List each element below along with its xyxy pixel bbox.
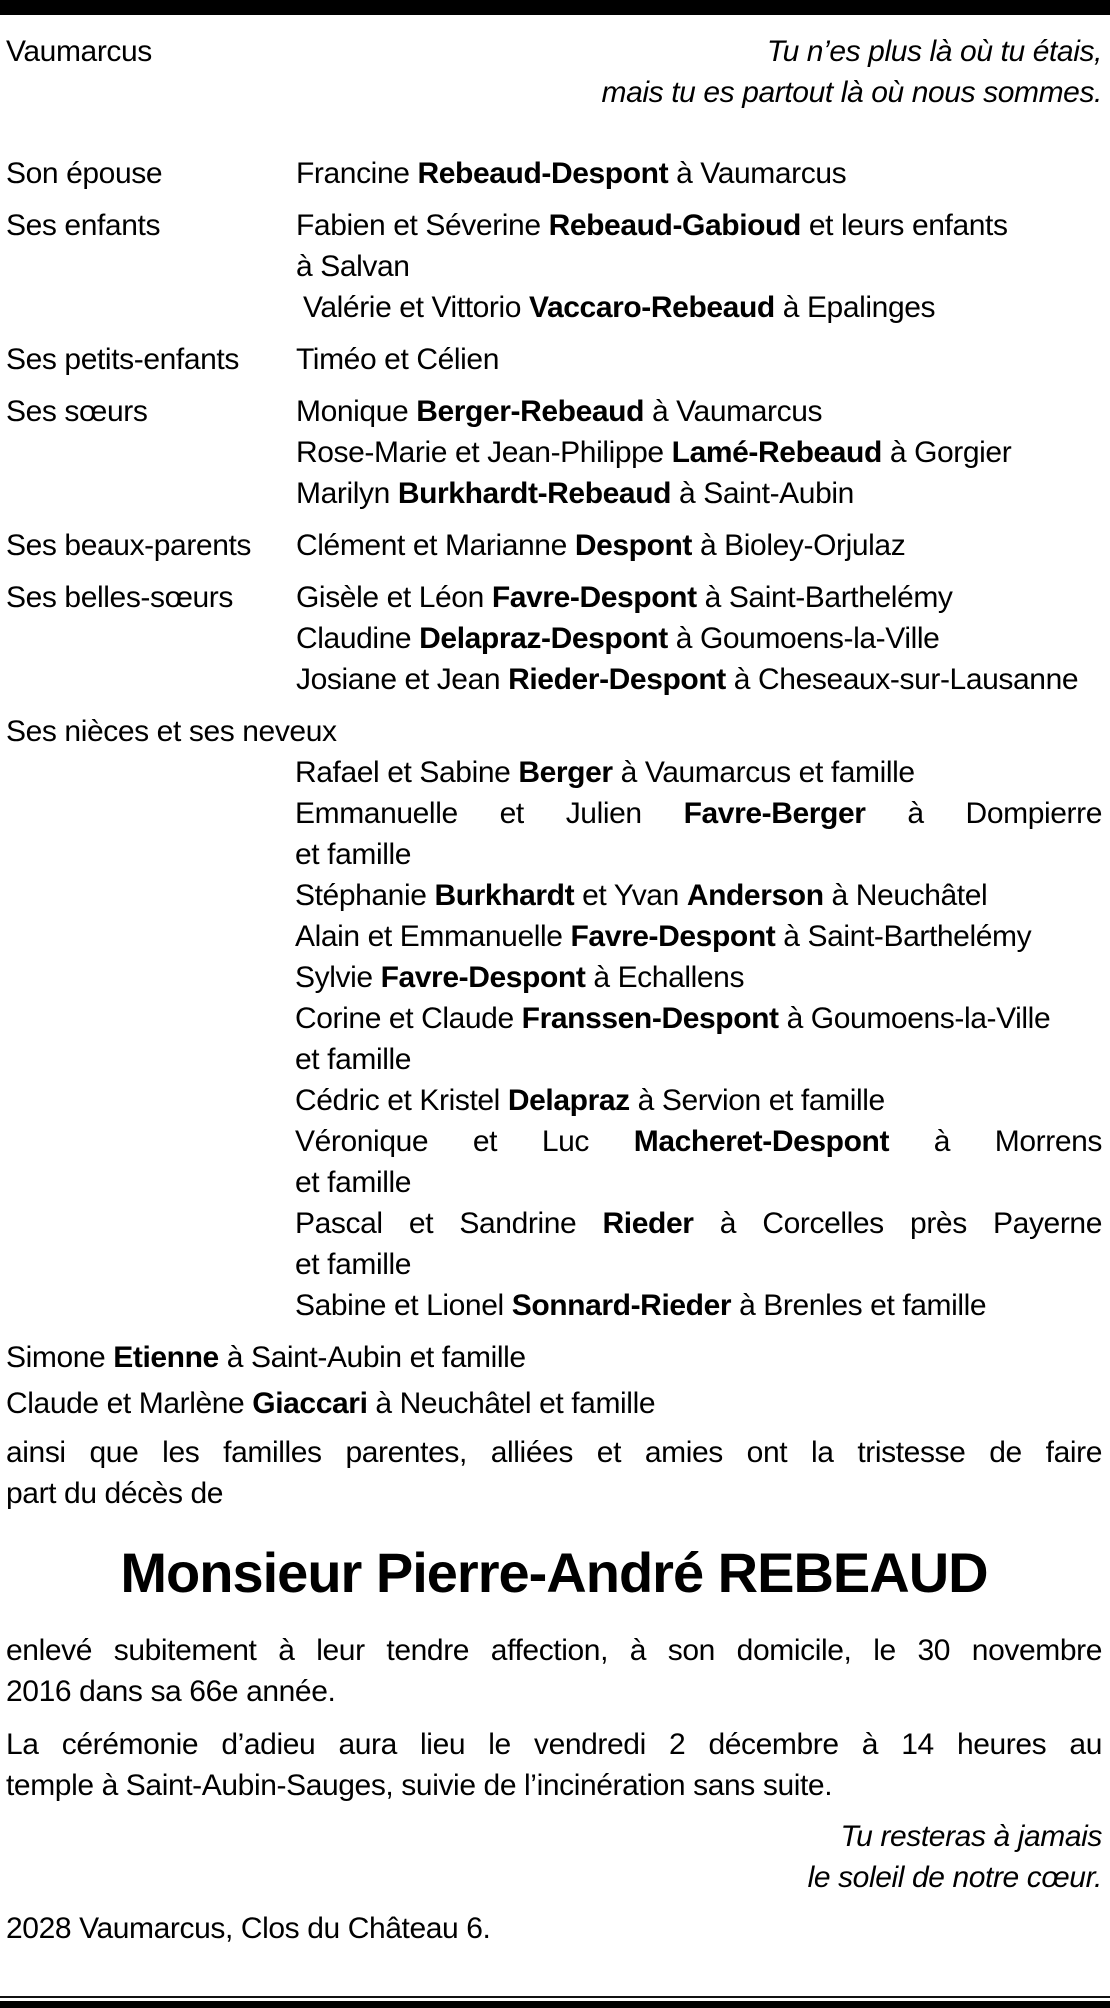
family-surname: Rieder-Despont	[508, 663, 726, 696]
notice-text: Emmanuelle et Julien	[295, 797, 684, 830]
relation-label: Ses beaux-parents	[6, 529, 252, 562]
family-surname: Rebeaud-Gabioud	[548, 209, 801, 242]
notice-text: à Cheseaux-sur-Lausanne	[725, 663, 1079, 696]
notice-text: à Dompierre	[865, 797, 1102, 830]
notice-line	[296, 432, 1102, 473]
family-row	[6, 205, 1102, 328]
family-surname: Macheret-Despont	[633, 1125, 890, 1158]
notice-text: Josiane et Jean	[296, 663, 509, 696]
notice-line	[295, 1080, 1102, 1121]
notice-text: et famille	[295, 1166, 412, 1199]
place-name: Vaumarcus	[6, 35, 152, 68]
notice-text: à Salvan	[296, 250, 410, 283]
family-surname: Berger-Rebeaud	[416, 395, 645, 428]
family-surname: Sonnard-Rieder	[511, 1289, 732, 1322]
relation-entries	[296, 577, 1102, 700]
notice-line	[295, 834, 1102, 875]
family-surname: Lamé-Rebeaud	[671, 436, 882, 469]
family-row	[6, 339, 1102, 380]
family-row	[6, 711, 1102, 1326]
family-surname: Anderson	[686, 879, 824, 912]
notice-text: Véronique et Luc	[295, 1125, 634, 1158]
family-surname: Burkhardt-Rebeaud	[397, 477, 672, 510]
family-surname: Favre-Despont	[570, 920, 776, 953]
notice-text: à Vaumarcus et famille	[612, 756, 915, 789]
notice-line	[295, 875, 1102, 916]
family-surname: Burkhardt	[434, 879, 575, 912]
notice-text: et famille	[295, 838, 412, 871]
notice-text: Rose-Marie et Jean-Philippe	[296, 436, 672, 469]
notice-text: à Goumoens-la-Ville	[667, 622, 940, 655]
epitaph-line: Tu n’es plus là où tu étais,	[766, 35, 1102, 68]
family-surname: Franssen-Despont	[521, 1002, 779, 1035]
notice-text: et leurs enfants	[800, 209, 1008, 242]
deceased-name-title: Monsieur Pierre-André REBEAUD	[120, 1541, 988, 1604]
family-surname: Despont	[574, 529, 693, 562]
notice-text: à Corcelles près Payerne	[693, 1207, 1102, 1240]
paragraph-line: 2016 dans sa 66e année.	[6, 1675, 336, 1708]
paragraph-line: La cérémonie d’adieu aura lieu le vendredi 2 décembre à 14 heures au	[6, 1728, 1102, 1761]
notice-line	[295, 1162, 1102, 1203]
notice-line	[6, 1383, 1102, 1424]
notice-text: à Saint-Aubin et famille	[218, 1341, 526, 1374]
notice-text: Monique	[296, 395, 417, 428]
notice-line	[296, 339, 1102, 380]
notice-text: Simone	[6, 1341, 114, 1374]
notice-line	[296, 246, 1102, 287]
notice-text: Pascal et Sandrine	[295, 1207, 603, 1240]
relation-label: Ses enfants	[6, 209, 161, 242]
notice-text: Corine et Claude	[295, 1002, 522, 1035]
top-black-rule	[0, 0, 1110, 15]
family-surname: Etienne	[113, 1341, 219, 1374]
notice-header	[6, 0, 1102, 113]
relation-label: Ses petits-enfants	[6, 343, 239, 376]
address-line: 2028 Vaumarcus, Clos du Château 6.	[6, 1912, 491, 1945]
paragraph-line: temple à Saint-Aubin-Sauges, suivie de l’incinération sans suite.	[6, 1769, 833, 1802]
relation-entries	[296, 339, 1102, 380]
notice-text: Stéphanie	[295, 879, 435, 912]
notice-text: à Brenles et famille	[731, 1289, 987, 1322]
family-surname: Favre-Despont	[491, 581, 697, 614]
relation-label: Ses sœurs	[6, 395, 148, 428]
relation-entries	[296, 153, 1102, 194]
family-surname: Delapraz-Despont	[419, 622, 668, 655]
notice-text: à Bioley-Orjulaz	[692, 529, 906, 562]
family-row	[6, 525, 1102, 566]
relation-entries	[296, 391, 1102, 514]
notice-text: à Saint-Barthelémy	[775, 920, 1032, 953]
notice-text: Francine	[296, 157, 418, 190]
notice-line	[295, 1203, 1102, 1244]
ceremony-paragraph	[6, 1724, 1102, 1806]
paragraph-line: ainsi que les familles parentes, alliées et amies ont la tristesse de faire	[6, 1436, 1102, 1469]
notice-line	[295, 1285, 1102, 1326]
notice-line	[295, 1244, 1102, 1285]
death-details-paragraph	[6, 1630, 1102, 1712]
notice-line	[295, 916, 1102, 957]
notice-line	[296, 287, 1102, 328]
announcement-paragraph	[6, 1432, 1102, 1514]
notice-line	[295, 793, 1102, 834]
family-surname: Berger	[518, 756, 613, 789]
notice-line	[296, 391, 1102, 432]
relation-entries	[296, 525, 1102, 566]
notice-text: à Saint-Aubin	[671, 477, 854, 510]
notice-text: Fabien et Séverine	[296, 209, 549, 242]
notice-line	[296, 618, 1102, 659]
notice-text: Alain et Emmanuelle	[295, 920, 571, 953]
epitaph-line: mais tu es partout là où nous sommes.	[601, 76, 1102, 109]
notice-line	[296, 205, 1102, 246]
notice-text: Gisèle et Léon	[296, 581, 492, 614]
bottom-black-rule	[0, 2001, 1110, 2008]
notice-line	[296, 473, 1102, 514]
notice-text: à Morrens	[889, 1125, 1102, 1158]
closing-quote-line: Tu resteras à jamais	[840, 1820, 1102, 1853]
notice-text: à Saint-Barthelémy	[696, 581, 953, 614]
notice-line	[295, 752, 1102, 793]
notice-text: Rafael et Sabine	[295, 756, 519, 789]
family-surname: Delapraz	[507, 1084, 630, 1117]
notice-line	[296, 525, 1102, 566]
relation-entries	[295, 752, 1102, 1326]
family-extra-lines	[6, 1337, 1102, 1424]
bottom-thin-rule	[0, 1996, 1110, 1998]
closing-quote	[6, 1816, 1102, 1898]
notice-line	[295, 1121, 1102, 1162]
notice-text: Timéo et Célien	[296, 343, 499, 376]
notice-text: et famille	[295, 1248, 412, 1281]
paragraph-line: enlevé subitement à leur tendre affection, à son domicile, le 30 novembre	[6, 1634, 1102, 1667]
notice-line	[296, 577, 1102, 618]
family-surname: Favre-Berger	[683, 797, 866, 830]
notice-text: Sabine et Lionel	[295, 1289, 512, 1322]
notice-line	[6, 1337, 1102, 1378]
notice-text: à Neuchâtel et famille	[367, 1387, 656, 1420]
epitaph-quote	[602, 31, 1102, 113]
notice-line	[295, 1039, 1102, 1080]
notice-text: à Echallens	[585, 961, 745, 994]
notice-line	[295, 998, 1102, 1039]
relation-entries	[296, 205, 1102, 328]
family-row	[6, 153, 1102, 194]
family-surname: Rieder	[602, 1207, 694, 1240]
notice-text: Claude et Marlène	[6, 1387, 253, 1420]
notice-text: à Servion et famille	[629, 1084, 885, 1117]
notice-text: à Epalinges	[774, 291, 936, 324]
family-row	[6, 577, 1102, 700]
family-surname: Favre-Despont	[380, 961, 586, 994]
notice-text: à Neuchâtel	[823, 879, 988, 912]
notice-line	[295, 957, 1102, 998]
notice-text: à Goumoens-la-Ville	[778, 1002, 1051, 1035]
notice-text: Marilyn	[296, 477, 398, 510]
relation-label: Son épouse	[6, 157, 163, 190]
family-row	[6, 391, 1102, 514]
relation-label: Ses nièces et ses neveux	[6, 715, 337, 748]
notice-text: à Vaumarcus	[644, 395, 823, 428]
paragraph-line: part du décès de	[6, 1477, 224, 1510]
notice-line	[296, 659, 1102, 700]
notice-text: Valérie et Vittorio	[303, 291, 530, 324]
notice-line	[296, 153, 1102, 194]
family-surname: Vaccaro-Rebeaud	[529, 291, 775, 324]
family-table	[6, 153, 1102, 1326]
notice-text: et Yvan	[574, 879, 687, 912]
notice-text: Sylvie	[295, 961, 381, 994]
notice-text: et famille	[295, 1043, 412, 1076]
notice-text: Claudine	[296, 622, 420, 655]
closing-quote-line: le soleil de notre cœur.	[807, 1861, 1102, 1894]
notice-text: à Gorgier	[881, 436, 1012, 469]
family-surname: Giaccari	[252, 1387, 368, 1420]
relation-label: Ses belles-sœurs	[6, 581, 233, 614]
family-surname: Rebeaud-Despont	[417, 157, 669, 190]
notice-text: Clément et Marianne	[296, 529, 575, 562]
notice-text: à Vaumarcus	[668, 157, 847, 190]
notice-text: Cédric et Kristel	[295, 1084, 508, 1117]
